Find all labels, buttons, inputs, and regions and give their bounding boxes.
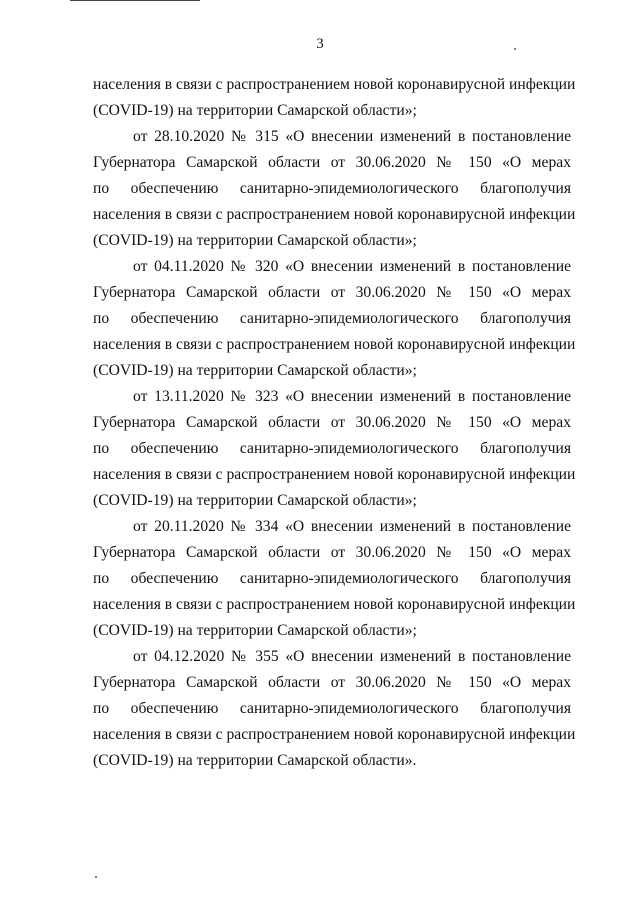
text-line: населения в связи с распространением новой коронавирусной инфекции bbox=[93, 206, 576, 223]
text-line: (COVID-19) на территории Самарской области»; bbox=[93, 622, 417, 639]
text-line: (COVID-19) на территории Самарской области»; bbox=[93, 102, 417, 119]
text-line: от 28.10.2020 № 315 «О внесении изменений в постановление bbox=[133, 128, 571, 145]
text-line: Губернатора Самарской области от 30.06.2020 № 150 «О мерах bbox=[93, 154, 571, 171]
text-line: Губернатора Самарской области от 30.06.2020 № 150 «О мерах bbox=[93, 544, 571, 561]
scan-top-edge-line bbox=[70, 0, 200, 1]
text-line: (COVID-19) на территории Самарской области»; bbox=[93, 232, 417, 249]
text-line: по обеспечению санитарно-эпидемиологического благополучия bbox=[93, 700, 571, 717]
document-body bbox=[93, 72, 576, 774]
text-line: Губернатора Самарской области от 30.06.2020 № 150 «О мерах bbox=[93, 284, 571, 301]
text-line: (COVID-19) на территории Самарской области». bbox=[93, 752, 417, 769]
text-line: от 20.11.2020 № 334 «О внесении изменений в постановление bbox=[133, 518, 571, 535]
text-line: (COVID-19) на территории Самарской области»; bbox=[93, 492, 417, 509]
text-line: по обеспечению санитарно-эпидемиологического благополучия bbox=[93, 570, 571, 587]
text-line: по обеспечению санитарно-эпидемиологического благополучия bbox=[93, 440, 571, 457]
text-line: от 13.11.2020 № 323 «О внесении изменений в постановление bbox=[133, 388, 571, 405]
text-line: от 04.11.2020 № 320 «О внесении изменений в постановление bbox=[133, 258, 571, 275]
text-line: населения в связи с распространением новой коронавирусной инфекции bbox=[93, 726, 576, 743]
text-line: Губернатора Самарской области от 30.06.2020 № 150 «О мерах bbox=[93, 674, 571, 691]
text-line: по обеспечению санитарно-эпидемиологического благополучия bbox=[93, 180, 571, 197]
text-line: населения в связи с распространением новой коронавирусной инфекции bbox=[93, 596, 576, 613]
text-line: населения в связи с распространением новой коронавирусной инфекции bbox=[93, 76, 576, 93]
text-line: Губернатора Самарской области от 30.06.2020 № 150 «О мерах bbox=[93, 414, 571, 431]
text-line: населения в связи с распространением новой коронавирусной инфекции bbox=[93, 466, 576, 483]
scan-speck bbox=[95, 876, 97, 878]
text-line: (COVID-19) на территории Самарской области»; bbox=[93, 362, 417, 379]
text-line: по обеспечению санитарно-эпидемиологического благополучия bbox=[93, 310, 571, 327]
page-number: 3 bbox=[316, 36, 324, 52]
text-line: от 04.12.2020 № 355 «О внесении изменений в постановление bbox=[133, 648, 571, 665]
text-line: населения в связи с распространением новой коронавирусной инфекции bbox=[93, 336, 576, 353]
scan-speck bbox=[514, 48, 516, 50]
